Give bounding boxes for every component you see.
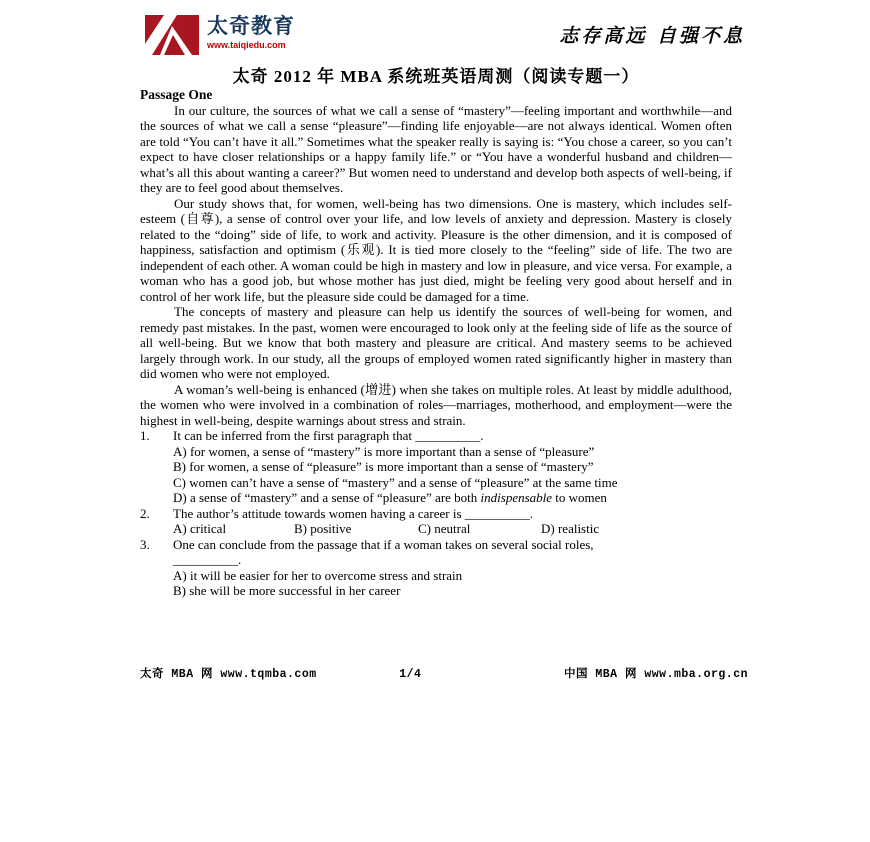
- question-3-option-a: A) it will be easier for her to overcome stress and strain: [173, 567, 463, 583]
- question-1-option-c: C) women can’t have a sense of “mastery” and a sense of “pleasure” at the same time: [173, 474, 618, 490]
- question-1: [140, 428, 732, 506]
- question-1-option-a: A) for women, a sense of “mastery” is more important than a sense of “pleasure”: [173, 443, 595, 459]
- footer-left-site: 太奇 MBA 网 www.tqmba.com: [140, 668, 317, 681]
- question-2-option-b: B) positive: [294, 521, 352, 536]
- passage-paragraph-2: Our study shows that, for women, well-being has two dimensions. One is mastery, which includes self-esteem (自尊), a sense of control over your life, and low levels of anxiety and depression. Mastery is closely related to the “doing” side of life, to work and activity. Pleasure is the other dimension, and it is composed of happiness, satisfaction and optimism (乐观). It is tied more closely to the “feeling” side of life. The two are independent of each other. A woman could be high in mastery and low in pleasure, and vice versa. For example, a woman who has a good job, but whose mother has just died, might be feeling very good about herself and in control of her work life, but the pleasure side could be damaged for a time.: [140, 195, 732, 304]
- question-2-stem: The author’s attitude towards women having a career is __________.: [173, 505, 534, 521]
- question-2-number: 2.: [140, 505, 150, 521]
- question-3-option-b: B) she will be more successful in her career: [173, 583, 401, 598]
- question-1-option-d: [173, 490, 732, 506]
- question-3-stem: One can conclude from the passage that if a woman takes on several social roles,: [173, 536, 594, 552]
- question-2-option-c: C) neutral: [418, 521, 471, 536]
- question-1-option-b: B) for women, a sense of “pleasure” is more important than a sense of “mastery”: [173, 459, 594, 474]
- question-3-stem-blank: __________.: [173, 552, 242, 567]
- option-d-text: D) a sense of “mastery” and a sense of “pleasure” are both: [173, 490, 481, 505]
- question-3-number: 3.: [140, 536, 150, 552]
- passage-paragraph-1: In our culture, the sources of what we call a sense of “mastery”—feeling important and worthwhile—and the sources of what we call a sense “pleasure”—finding life enjoyable—are not always identical. Women often are told “You can’t have it all.” Sometimes what the speaker really is saying is: “You chose a career, so you can’t expect to have closer relationships or a happy family life.” or “You have a wonderful husband and children—what’s all this about wanting a career?” But women need to understand and develop both aspects of well-being, if they are to feel good about themselves.: [140, 102, 732, 195]
- footer-page-number: 1/4: [399, 668, 422, 681]
- question-2-options: [173, 521, 732, 537]
- page-title: 太奇 2012 年 MBA 系统班英语周测（阅读专题一）: [232, 67, 640, 86]
- question-2: [140, 506, 732, 537]
- company-slogan: 志存高远 自强不息: [559, 25, 745, 47]
- page-footer: [140, 665, 748, 681]
- logo-text: [207, 15, 295, 50]
- question-2-option-a: A) critical: [173, 521, 227, 536]
- passage-paragraph-4: A woman’s well-being is enhanced (增进) when she takes on multiple roles. At least by middle adulthood, the women who were involved in a combination of roles—marriages, motherhood, and employment—were the highest in well-being, despite warnings about stress and strain.: [140, 381, 732, 428]
- brand-name: 太奇教育: [207, 15, 295, 38]
- page-header: [145, 15, 745, 55]
- option-d-text-end: to women: [552, 490, 607, 505]
- taiqi-logo: [145, 15, 295, 55]
- question-1-stem: It can be inferred from the first paragraph that __________.: [173, 428, 484, 443]
- question-3: [140, 537, 732, 599]
- question-2-option-d: D) realistic: [541, 521, 600, 536]
- passage-heading: Passage One: [140, 87, 213, 102]
- footer-right-site: 中国 MBA 网 www.mba.org.cn: [563, 668, 748, 681]
- brand-website: www.taiqiedu.com: [207, 40, 286, 50]
- passage-paragraph-3: The concepts of mastery and pleasure can help us identify the sources of well-being for women, and remedy past mistakes. In the past, women were encouraged to look only at the feeling side of life as the source of all well-being. But we know that both mastery and pleasure are critical. And mastery seems to be achieved largely through work. In our study, all the groups of employed women rated significantly higher in mastery than did women who were not employed.: [140, 304, 732, 381]
- taiqi-logo-icon: [145, 15, 199, 55]
- document-body: [140, 87, 732, 599]
- option-d-italic-word: indispensable: [480, 490, 553, 505]
- question-1-number: 1.: [140, 428, 150, 443]
